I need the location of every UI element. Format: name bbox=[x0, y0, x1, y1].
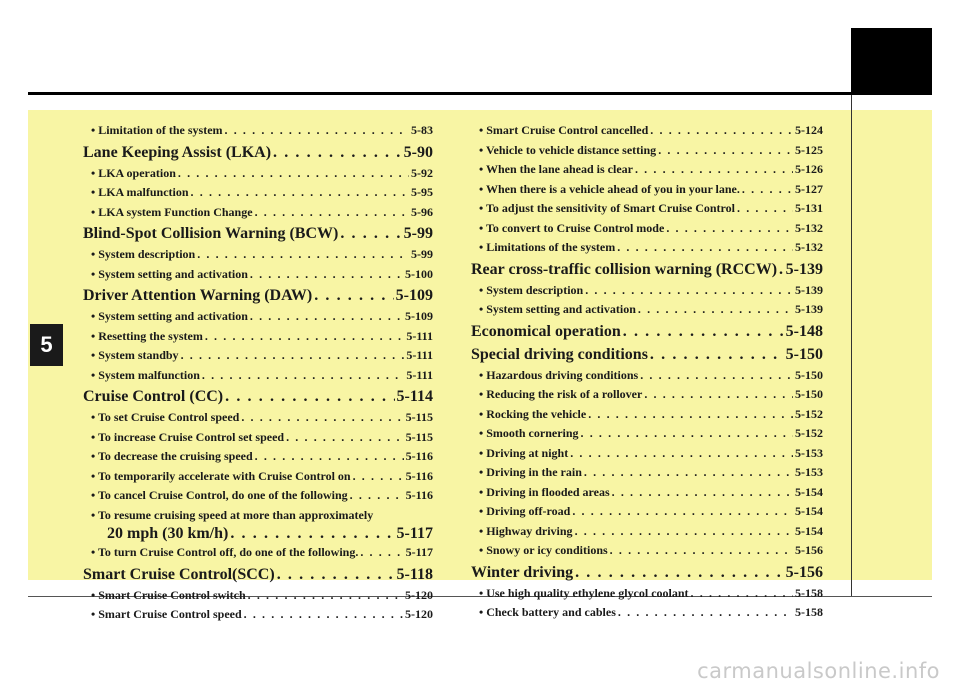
toc-entry[interactable] bbox=[83, 486, 433, 506]
toc-section-entry[interactable] bbox=[83, 284, 433, 307]
toc-page-number: 5-153 bbox=[795, 445, 823, 460]
toc-page-number: 5-117 bbox=[405, 545, 433, 559]
toc-entry-title: • Driving in flooded areas bbox=[479, 484, 610, 499]
toc-entry[interactable] bbox=[471, 603, 823, 623]
toc-entry[interactable] bbox=[471, 300, 823, 320]
toc-entry[interactable] bbox=[83, 428, 433, 448]
toc-entry-title: • System setting and activation bbox=[91, 309, 248, 323]
toc-entry[interactable] bbox=[471, 444, 823, 464]
dot-leader bbox=[241, 408, 403, 428]
dot-leader bbox=[250, 265, 403, 285]
toc-entry-title: • Highway driving bbox=[479, 523, 573, 538]
toc-entry[interactable] bbox=[83, 586, 433, 606]
toc-page-number: 5-132 bbox=[795, 220, 823, 235]
dot-leader bbox=[779, 258, 784, 281]
toc-entry[interactable] bbox=[471, 141, 823, 161]
toc-entry[interactable] bbox=[471, 463, 823, 483]
toc-page-number: 5-109 bbox=[405, 309, 433, 323]
toc-page-number: 5-139 bbox=[795, 302, 823, 316]
dot-leader bbox=[230, 525, 394, 543]
toc-entry[interactable] bbox=[83, 164, 433, 184]
toc-page-number: 5-83 bbox=[411, 123, 433, 137]
toc-entry[interactable] bbox=[471, 238, 823, 258]
toc-section-entry[interactable] bbox=[471, 258, 823, 281]
dot-leader bbox=[191, 183, 409, 203]
toc-page-number: 5-99 bbox=[403, 225, 433, 242]
dot-leader bbox=[225, 385, 394, 408]
toc-page-number: 5-99 bbox=[411, 247, 433, 261]
corner-black-tab bbox=[851, 28, 932, 93]
toc-page-number: 5-115 bbox=[405, 410, 433, 424]
toc-entry[interactable] bbox=[471, 366, 823, 386]
toc-section-entry[interactable] bbox=[83, 222, 433, 245]
toc-entry-title: Lane Keeping Assist (LKA) bbox=[83, 143, 272, 161]
toc-page-number: 5-158 bbox=[795, 605, 823, 619]
toc-page-number: 5-156 bbox=[795, 543, 823, 557]
toc-entry-title: Blind-Spot Collision Warning (BCW) bbox=[83, 225, 339, 242]
toc-entry-title: • Limitation of the system bbox=[91, 123, 223, 137]
toc-page-number: 5-100 bbox=[405, 266, 433, 281]
toc-entry[interactable] bbox=[83, 525, 433, 543]
dot-leader bbox=[244, 605, 403, 625]
dot-leader bbox=[570, 444, 793, 464]
toc-entry-title: • Resetting the system bbox=[91, 328, 203, 343]
toc-entry-title: • Use high quality ethylene glycol coolant bbox=[479, 585, 689, 600]
toc-section-entry[interactable] bbox=[83, 563, 433, 586]
toc-entry[interactable] bbox=[83, 327, 433, 347]
toc-entry-title: • To increase Cruise Control set speed bbox=[91, 429, 285, 444]
dot-leader bbox=[248, 586, 403, 606]
toc-page-number: 5-120 bbox=[405, 607, 433, 621]
toc-entry-title: • When the lane ahead is clear bbox=[479, 162, 633, 176]
toc-entry[interactable] bbox=[83, 506, 433, 526]
toc-page-number: 5-139 bbox=[795, 282, 823, 297]
toc-entry-title: • Reducing the risk of a rollover bbox=[479, 387, 643, 401]
toc-entry[interactable] bbox=[83, 346, 433, 366]
toc-entry-title: • System description bbox=[479, 282, 584, 297]
dot-leader bbox=[575, 561, 784, 584]
toc-entry-title: 20 mph (30 km/h) bbox=[107, 525, 229, 542]
dot-leader bbox=[612, 483, 793, 503]
dot-leader bbox=[225, 121, 409, 141]
toc-entry[interactable] bbox=[471, 121, 823, 141]
toc-section-entry[interactable] bbox=[471, 343, 823, 366]
dot-leader bbox=[255, 447, 404, 467]
toc-entry-title: • To decrease the cruising speed bbox=[91, 449, 253, 463]
dot-leader bbox=[666, 219, 793, 239]
toc-entry-title: • To temporarily accelerate with Cruise Control on bbox=[91, 468, 351, 483]
toc-entry[interactable] bbox=[471, 180, 823, 200]
toc-entry[interactable] bbox=[471, 522, 823, 542]
toc-entry-title: • Smart Cruise Control speed bbox=[91, 607, 242, 621]
dot-leader bbox=[353, 467, 404, 487]
toc-page-number: 5-132 bbox=[795, 240, 823, 254]
toc-entry-title: • To convert to Cruise Control mode bbox=[479, 220, 665, 235]
dot-leader bbox=[572, 502, 793, 522]
dot-leader bbox=[273, 141, 402, 164]
toc-entry-title: • Smooth cornering bbox=[479, 426, 579, 440]
dot-leader bbox=[617, 238, 793, 258]
dot-leader bbox=[658, 141, 793, 161]
toc-entry[interactable] bbox=[471, 405, 823, 425]
toc-entry-title: • To adjust the sensitivity of Smart Cruise Control bbox=[479, 201, 735, 215]
watermark: carmanualsonline.info bbox=[697, 659, 940, 683]
toc-page-number: 5-150 bbox=[795, 367, 823, 382]
dot-leader bbox=[644, 385, 793, 405]
dot-leader bbox=[277, 563, 395, 586]
toc-page-number: 5-96 bbox=[411, 204, 433, 219]
toc-entry[interactable] bbox=[471, 160, 823, 180]
toc-page-number: 5-158 bbox=[795, 585, 823, 600]
toc-page-number: 5-124 bbox=[795, 123, 823, 137]
dot-leader bbox=[585, 281, 793, 301]
toc-entry[interactable] bbox=[471, 541, 823, 561]
toc-entry-title: • Limitations of the system bbox=[479, 240, 616, 254]
toc-entry-title: • LKA system Function Change bbox=[91, 204, 253, 219]
toc-page-number: 5-154 bbox=[795, 523, 823, 538]
toc-page-number: 5-90 bbox=[403, 143, 433, 161]
dot-leader bbox=[314, 284, 393, 307]
toc-entry-title: Economical operation bbox=[471, 322, 621, 340]
dot-leader bbox=[691, 584, 793, 604]
toc-entry[interactable] bbox=[471, 584, 823, 604]
toc-entry-title: • Rocking the vehicle bbox=[479, 406, 587, 421]
toc-section-entry[interactable] bbox=[471, 561, 823, 584]
toc-entry[interactable] bbox=[471, 281, 823, 301]
dot-leader bbox=[575, 522, 793, 542]
toc-entry-title: • Smart Cruise Control switch bbox=[91, 587, 246, 602]
dot-leader bbox=[340, 222, 401, 245]
toc-entry-title: Special driving conditions bbox=[471, 345, 648, 363]
dot-leader bbox=[588, 405, 793, 425]
toc-page-number: 5-92 bbox=[411, 165, 433, 180]
toc-page-number: 5-126 bbox=[795, 162, 823, 176]
toc-page-number: 5-111 bbox=[406, 348, 433, 362]
toc-page-number: 5-117 bbox=[396, 525, 433, 542]
margin-divider bbox=[851, 95, 852, 597]
toc-entry[interactable] bbox=[471, 424, 823, 444]
toc-page-number: 5-154 bbox=[795, 484, 823, 499]
toc-entry[interactable] bbox=[471, 385, 823, 405]
toc-page-number: 5-139 bbox=[785, 260, 823, 278]
toc-entry[interactable] bbox=[471, 483, 823, 503]
dot-leader bbox=[623, 320, 784, 343]
toc-entry[interactable] bbox=[83, 366, 433, 386]
toc-page-number: 5-156 bbox=[785, 563, 823, 581]
toc-section-entry[interactable] bbox=[83, 141, 433, 164]
toc-entry-title: • To cancel Cruise Control, do one of the following bbox=[91, 488, 348, 502]
toc-entry-title: • Vehicle to vehicle distance setting bbox=[479, 142, 657, 157]
toc-entry-title: • Smart Cruise Control cancelled bbox=[479, 123, 649, 137]
toc-right-column bbox=[471, 121, 823, 623]
dot-leader bbox=[250, 307, 403, 327]
toc-entry-title: • To turn Cruise Control off, do one of the following. bbox=[91, 545, 359, 559]
dot-leader bbox=[638, 300, 793, 320]
toc-entry[interactable] bbox=[83, 447, 433, 467]
dot-leader bbox=[635, 160, 793, 180]
toc-page-number: 5-116 bbox=[405, 449, 433, 463]
toc-page-number: 5-150 bbox=[785, 345, 823, 363]
dot-leader bbox=[197, 245, 409, 265]
toc-section-entry[interactable] bbox=[471, 320, 823, 343]
toc-page-number: 5-95 bbox=[411, 185, 433, 199]
toc-entry-title: Winter driving bbox=[471, 563, 574, 581]
dot-leader bbox=[618, 603, 793, 623]
toc-entry-title: Rear cross-traffic collision warning (RCCW) bbox=[471, 260, 778, 278]
dot-leader bbox=[584, 463, 793, 483]
toc-entry-title: • Driving in the rain bbox=[479, 465, 582, 479]
toc-section-entry[interactable] bbox=[83, 385, 433, 408]
dot-leader bbox=[286, 428, 404, 448]
toc-entry-title: • Check battery and cables bbox=[479, 605, 616, 619]
dot-leader bbox=[202, 366, 404, 386]
toc-page-number: 5-127 bbox=[795, 181, 823, 196]
toc-entry-title: • System description bbox=[91, 247, 196, 261]
toc-entry-title: • System malfunction bbox=[91, 367, 200, 382]
toc-entry[interactable] bbox=[83, 265, 433, 285]
toc-page-number: 5-115 bbox=[405, 429, 433, 444]
top-rule bbox=[28, 92, 932, 95]
toc-page-number: 5-120 bbox=[405, 587, 433, 602]
toc-page-number: 5-118 bbox=[396, 565, 433, 583]
toc-page-number: 5-152 bbox=[795, 426, 823, 440]
toc-entry-title: Driver Attention Warning (DAW) bbox=[83, 287, 313, 304]
dot-leader bbox=[350, 486, 404, 506]
toc-entry-title: • System setting and activation bbox=[91, 266, 248, 281]
dot-leader bbox=[737, 199, 793, 219]
toc-left-column bbox=[83, 121, 433, 625]
toc-entry[interactable] bbox=[471, 502, 823, 522]
dot-leader bbox=[178, 164, 409, 184]
toc-entry-title: • To set Cruise Control speed bbox=[91, 410, 240, 424]
dot-leader bbox=[742, 180, 793, 200]
toc-page-number: 5-109 bbox=[395, 287, 433, 304]
toc-page-number: 5-150 bbox=[795, 387, 823, 401]
toc-page-number: 5-111 bbox=[406, 328, 433, 343]
dot-leader bbox=[650, 121, 793, 141]
toc-page-number: 5-111 bbox=[406, 367, 433, 382]
toc-page-number: 5-154 bbox=[795, 504, 823, 518]
toc-entry[interactable] bbox=[83, 467, 433, 487]
dot-leader bbox=[255, 203, 409, 223]
toc-entry[interactable] bbox=[83, 307, 433, 327]
toc-entry[interactable] bbox=[83, 245, 433, 265]
toc-entry[interactable] bbox=[471, 199, 823, 219]
toc-entry-title: • To resume cruising speed at more than approximately bbox=[91, 507, 374, 522]
toc-entry-title: • When there is a vehicle ahead of you in your lane. bbox=[479, 181, 740, 196]
dot-leader bbox=[205, 327, 404, 347]
dot-leader bbox=[581, 424, 793, 444]
toc-page-number: 5-148 bbox=[785, 322, 823, 340]
dot-leader bbox=[640, 366, 793, 386]
toc-entry-title: • LKA operation bbox=[91, 165, 176, 180]
toc-entry[interactable] bbox=[83, 203, 433, 223]
toc-entry[interactable] bbox=[83, 121, 433, 141]
toc-entry-title: • System standby bbox=[91, 348, 179, 362]
toc-page-number: 5-116 bbox=[405, 468, 433, 483]
toc-page-number: 5-131 bbox=[795, 201, 823, 215]
toc-entry-title: Smart Cruise Control(SCC) bbox=[83, 565, 275, 583]
toc-entry[interactable] bbox=[83, 183, 433, 203]
toc-entry-title: • System setting and activation bbox=[479, 302, 636, 316]
dot-leader bbox=[181, 346, 405, 366]
toc-entry-title: Cruise Control (CC) bbox=[83, 388, 224, 405]
toc-entry[interactable] bbox=[471, 219, 823, 239]
toc-entry[interactable] bbox=[83, 408, 433, 428]
toc-entry-title: • LKA malfunction bbox=[91, 185, 189, 199]
toc-entry-title: • Snowy or icy conditions bbox=[479, 543, 608, 557]
toc-page-number: 5-125 bbox=[795, 142, 823, 157]
toc-page-number: 5-114 bbox=[396, 388, 433, 405]
dot-leader bbox=[650, 343, 784, 366]
toc-entry-title: • Driving at night bbox=[479, 445, 569, 460]
chapter-tab[interactable]: 5 bbox=[30, 324, 63, 366]
toc-page-number: 5-116 bbox=[405, 488, 433, 502]
toc-page-number: 5-153 bbox=[795, 465, 823, 479]
toc-entry-title: • Hazardous driving conditions bbox=[479, 367, 639, 382]
toc-entry[interactable] bbox=[83, 543, 433, 563]
dot-leader bbox=[360, 543, 403, 563]
toc-entry-title: • Driving off-road bbox=[479, 504, 571, 518]
toc-page-number: 5-152 bbox=[795, 406, 823, 421]
dot-leader bbox=[610, 541, 793, 561]
toc-entry[interactable] bbox=[83, 605, 433, 625]
